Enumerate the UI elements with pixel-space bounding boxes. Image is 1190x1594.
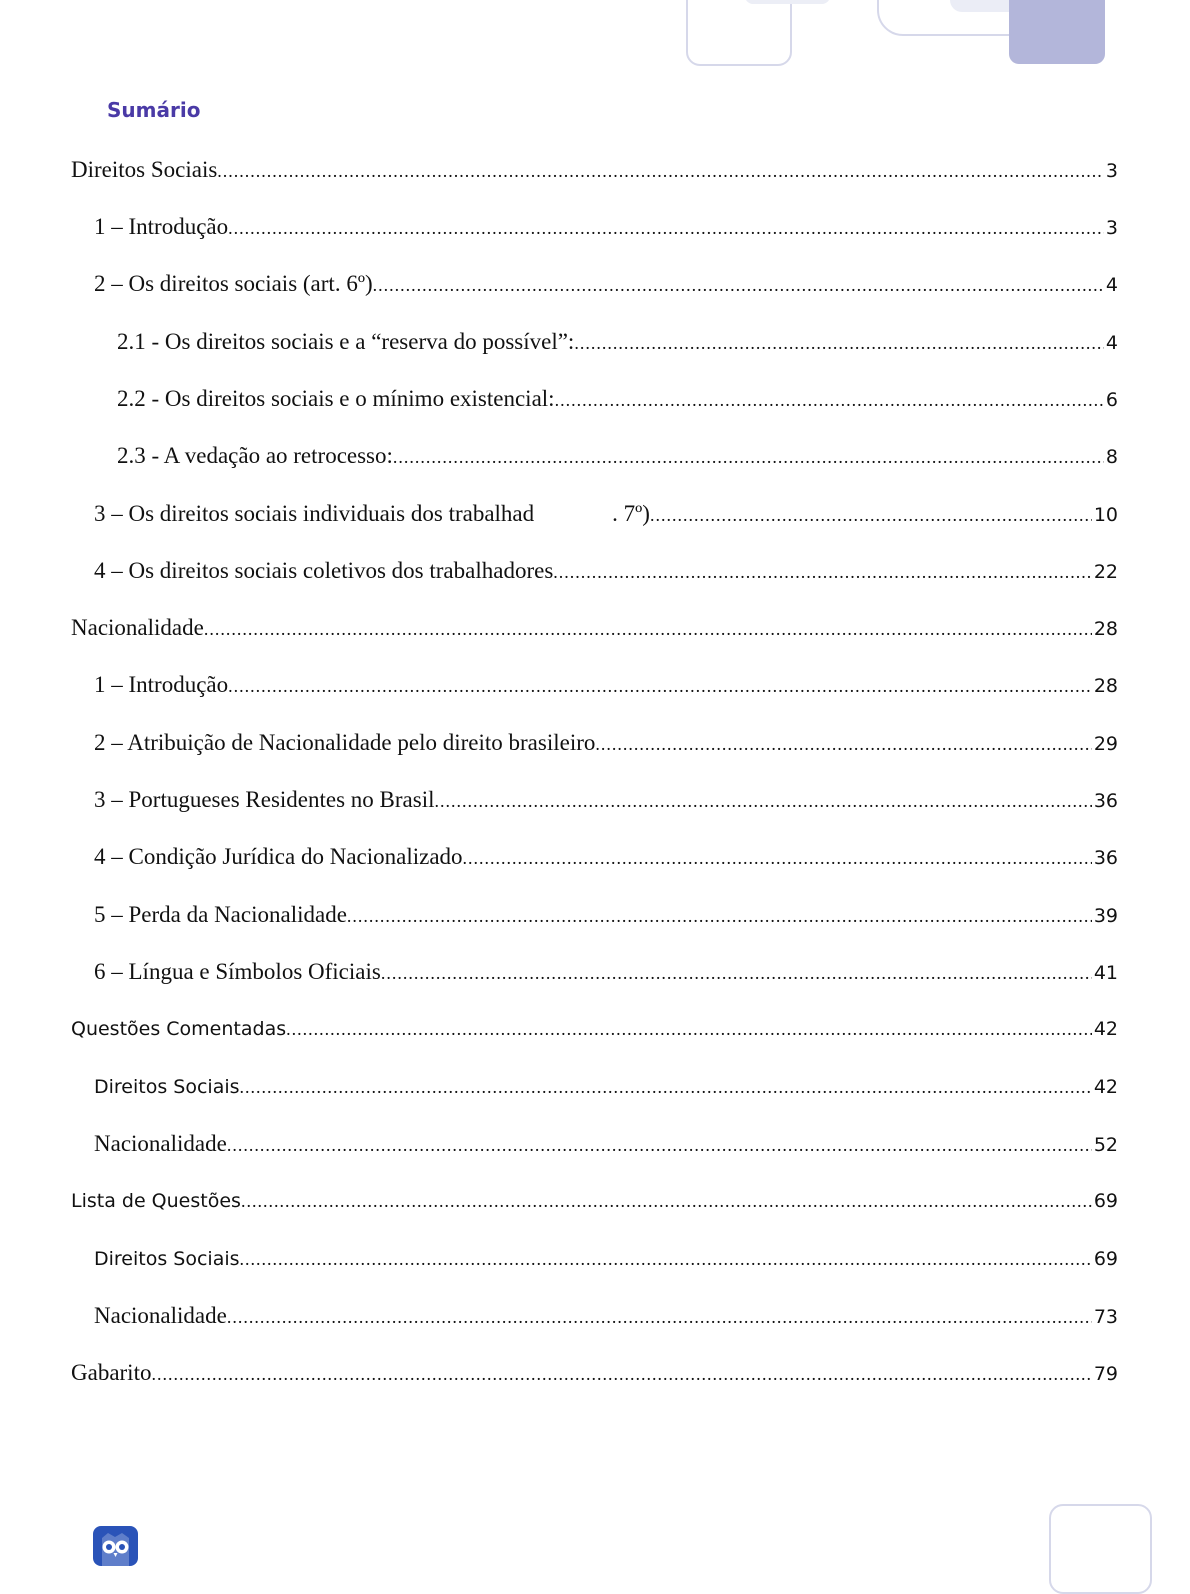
toc-entry-label: 2 – Os direitos sociais (art. 6º) xyxy=(94,271,373,296)
toc-leader-dots xyxy=(227,1129,1092,1160)
toc-entry-condicao-juridica[interactable] xyxy=(94,841,1118,873)
toc-entry-page: 8 xyxy=(1105,446,1118,468)
toc-entry-vedacao-retrocesso[interactable] xyxy=(117,440,1118,472)
toc-entry-page: 79 xyxy=(1093,1363,1118,1385)
toc-entry-page: 28 xyxy=(1093,618,1118,640)
toc-entry-label: 5 – Perda da Nacionalidade xyxy=(94,902,347,927)
toc-leader-dots xyxy=(553,556,1092,587)
toc-entry-lista-nacionalidade[interactable] xyxy=(94,1300,1118,1332)
toc-leader-dots xyxy=(555,384,1104,415)
toc-entry-perda-nacionalidade[interactable] xyxy=(94,899,1118,931)
toc-entry-page: 3 xyxy=(1105,217,1118,239)
toc-entry-page: 4 xyxy=(1105,274,1118,296)
toc-entry-label: 4 – Os direitos sociais coletivos dos trabalhadores xyxy=(94,558,554,583)
toc-entry-page: 69 xyxy=(1093,1248,1118,1270)
toc-entry-page: 36 xyxy=(1093,847,1118,869)
summary-title: Sumário xyxy=(107,98,201,122)
toc-entry-lista-direitos-sociais[interactable] xyxy=(94,1243,1118,1275)
toc-entry-gabarito[interactable] xyxy=(71,1357,1118,1389)
toc-entry-label: 2.3 - A vedação ao retrocesso: xyxy=(117,443,393,468)
toc-entry-label: Nacionalidade xyxy=(94,1303,227,1328)
toc-leader-dots xyxy=(151,1358,1091,1389)
toc-entry-label: 3 – Portugueses Residentes no Brasil xyxy=(94,787,435,812)
toc-leader-dots xyxy=(204,613,1092,644)
toc-leader-dots xyxy=(240,1071,1092,1103)
toc-entry-label: 4 – Condição Jurídica do Nacionalizado xyxy=(94,844,463,869)
toc-entry-label: Direitos Sociais xyxy=(71,157,218,182)
toc-entry-page: 52 xyxy=(1093,1134,1118,1156)
toc-entry-page: 10 xyxy=(1093,504,1118,526)
toc-leader-dots xyxy=(228,212,1104,243)
footer-decoration-frame xyxy=(1049,1504,1152,1594)
toc-entry-label: Direitos Sociais xyxy=(94,1076,240,1098)
toc-entry-label: Questões Comentadas xyxy=(71,1018,287,1040)
header-decoration-frame-left xyxy=(686,0,792,66)
toc-entry-label: Lista de Questões xyxy=(71,1190,241,1212)
toc-entry-page: 29 xyxy=(1093,733,1118,755)
toc-leader-dots xyxy=(393,441,1104,472)
toc-entry-page: 4 xyxy=(1105,332,1118,354)
toc-leader-dots xyxy=(227,1301,1092,1332)
toc-entry-page: 42 xyxy=(1093,1076,1118,1098)
toc-entry-label: Direitos Sociais xyxy=(94,1248,240,1270)
toc-entry-atribuicao-nacionalidade[interactable] xyxy=(94,727,1118,759)
toc-entry-introducao[interactable] xyxy=(94,211,1118,243)
toc-entry-reserva-do-possivel[interactable] xyxy=(117,326,1118,358)
toc-leader-dots xyxy=(435,785,1092,816)
toc-entry-page: 22 xyxy=(1093,561,1118,583)
toc-entry-label: 1 – Introdução xyxy=(94,214,229,239)
toc-entry-page: 41 xyxy=(1093,962,1118,984)
toc-entry-portugueses-residentes[interactable] xyxy=(94,784,1118,816)
toc-leader-dots xyxy=(217,155,1104,186)
toc-leader-dots xyxy=(347,900,1092,931)
toc-leader-dots xyxy=(595,728,1091,759)
toc-entry-label: 6 – Língua e Símbolos Oficiais xyxy=(94,959,381,984)
toc-entry-page: 69 xyxy=(1093,1190,1118,1212)
toc-leader-dots xyxy=(240,1243,1092,1275)
toc-entry-lista-de-questoes[interactable] xyxy=(71,1185,1118,1217)
toc-entry-label: 1 – Introdução xyxy=(94,672,229,697)
toc-entry-page: 42 xyxy=(1093,1018,1118,1040)
toc-entry-label xyxy=(94,498,650,530)
toc-entry-label-part-a: 3 – Os direitos sociais individuais dos trabalhad xyxy=(94,501,535,526)
owl-logo-icon xyxy=(93,1526,138,1566)
header-decoration-tab-left xyxy=(745,0,830,4)
toc-entry-page: 73 xyxy=(1093,1306,1118,1328)
toc-entry-page: 3 xyxy=(1105,160,1118,182)
toc-leader-dots xyxy=(381,957,1092,988)
toc-leader-dots xyxy=(463,842,1092,873)
header-decoration-block-right xyxy=(1009,0,1105,64)
toc-entry-page: 28 xyxy=(1093,675,1118,697)
toc-entry-comentadas-nacionalidade[interactable] xyxy=(94,1128,1118,1160)
toc-entry-label: 2 – Atribuição de Nacionalidade pelo direito brasileiro xyxy=(94,730,596,755)
toc-leader-dots xyxy=(373,269,1104,300)
toc-entry-label: Nacionalidade xyxy=(94,1131,227,1156)
toc-leader-dots xyxy=(650,499,1092,530)
toc-entry-label-part-b: . 7º) xyxy=(612,501,650,526)
toc-entry-label: 2.1 - Os direitos sociais e a “reserva do possível”: xyxy=(117,329,575,354)
toc-leader-dots xyxy=(286,1013,1092,1045)
toc-entry-page: 6 xyxy=(1105,389,1118,411)
toc-entry-direitos-sociais-art6[interactable] xyxy=(94,268,1118,300)
toc-leader-dots xyxy=(228,670,1092,701)
toc-entry-direitos-sociais[interactable] xyxy=(71,154,1118,186)
toc-entry-nacionalidade-introducao[interactable] xyxy=(94,669,1118,701)
toc-leader-dots xyxy=(574,327,1104,358)
toc-entry-label: Nacionalidade xyxy=(71,615,204,640)
toc-entry-comentadas-direitos-sociais[interactable] xyxy=(94,1071,1118,1103)
toc-leader-dots xyxy=(241,1185,1092,1217)
toc-entry-direitos-coletivos-trabalhadores[interactable] xyxy=(94,555,1118,587)
toc-entry-label: Gabarito xyxy=(71,1360,152,1385)
toc-entry-lingua-simbolos[interactable] xyxy=(94,956,1118,988)
toc-entry-page: 39 xyxy=(1093,905,1118,927)
toc-entry-questoes-comentadas[interactable] xyxy=(71,1013,1118,1045)
toc-entry-nacionalidade[interactable] xyxy=(71,612,1118,644)
toc-entry-direitos-individuais-trabalhadores[interactable] xyxy=(94,498,1118,530)
toc-entry-minimo-existencial[interactable] xyxy=(117,383,1118,415)
toc-entry-page: 36 xyxy=(1093,790,1118,812)
toc-entry-label: 2.2 - Os direitos sociais e o mínimo existencial: xyxy=(117,386,555,411)
